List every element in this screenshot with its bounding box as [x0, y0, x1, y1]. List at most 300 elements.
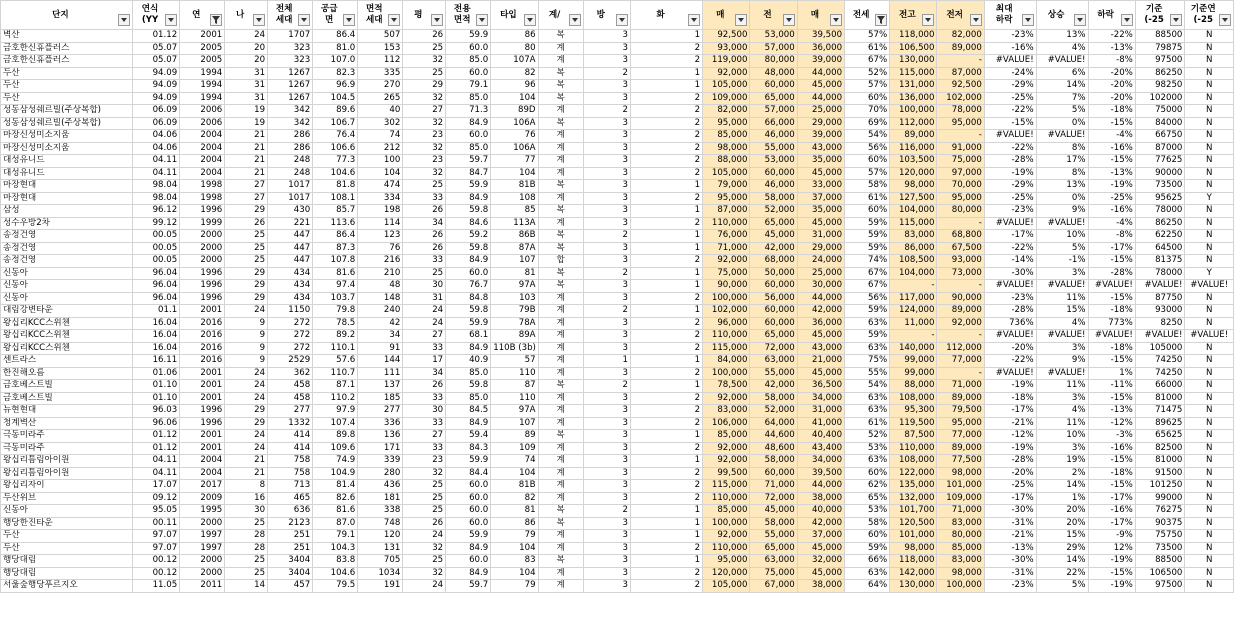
table-cell[interactable]: 두산 — [1, 530, 133, 543]
table-cell[interactable]: 16.04 — [132, 317, 179, 330]
table-cell[interactable]: 302 — [358, 117, 403, 130]
table-cell[interactable]: 29,000 — [797, 117, 844, 130]
table-cell[interactable]: 80,000 — [937, 530, 984, 543]
table-cell[interactable]: 92,500 — [937, 80, 984, 93]
table-cell[interactable]: 2 — [583, 505, 630, 518]
table-cell[interactable]: 191 — [358, 580, 403, 593]
table-cell[interactable]: 474 — [358, 180, 403, 193]
table-cell[interactable]: 5% — [1036, 580, 1088, 593]
table-cell[interactable]: 송정건영 — [1, 255, 133, 268]
table-cell[interactable]: 3 — [583, 80, 630, 93]
table-cell[interactable]: 01.1 — [132, 305, 179, 318]
table-cell[interactable]: 131,000 — [890, 80, 937, 93]
table-cell[interactable]: N — [1185, 255, 1234, 268]
table-cell[interactable]: 32 — [403, 542, 446, 555]
table-cell[interactable]: 3 — [583, 217, 630, 230]
table-cell[interactable]: 신동아 — [1, 292, 133, 305]
table-cell[interactable]: 286 — [268, 142, 313, 155]
table-cell[interactable]: -16% — [1088, 442, 1135, 455]
table-cell[interactable]: 32 — [403, 567, 446, 580]
table-cell[interactable]: 82,000 — [703, 105, 750, 118]
table-cell[interactable]: 뉴현현대 — [1, 405, 133, 418]
table-cell[interactable]: - — [937, 330, 984, 343]
table-cell[interactable]: 101,000 — [937, 480, 984, 493]
table-cell[interactable]: N — [1185, 367, 1234, 380]
table-cell[interactable]: 3 — [583, 55, 630, 68]
table-cell[interactable]: 185 — [358, 392, 403, 405]
table-cell[interactable]: -15% — [1088, 355, 1135, 368]
table-cell[interactable]: 4% — [1036, 42, 1088, 55]
table-cell[interactable]: - — [937, 217, 984, 230]
table-cell[interactable]: 96.12 — [132, 205, 179, 218]
filter-dropdown-icon[interactable] — [830, 14, 842, 26]
table-cell[interactable]: 복 — [538, 430, 583, 443]
table-cell[interactable]: 36,500 — [797, 380, 844, 393]
table-cell[interactable]: 1994 — [180, 67, 225, 80]
table-cell[interactable]: -21% — [984, 417, 1036, 430]
table-cell[interactable]: 31,000 — [797, 405, 844, 418]
table-cell[interactable]: 2000 — [180, 242, 225, 255]
table-cell[interactable]: 98,000 — [703, 142, 750, 155]
table-cell[interactable]: 2016 — [180, 330, 225, 343]
table-cell[interactable]: 9 — [225, 355, 268, 368]
table-cell[interactable]: 104.6 — [313, 567, 358, 580]
table-cell[interactable]: N — [1185, 567, 1234, 580]
table-cell[interactable]: 104.5 — [313, 92, 358, 105]
table-cell[interactable]: 계 — [538, 580, 583, 593]
table-cell[interactable]: 120,000 — [703, 567, 750, 580]
table-cell[interactable]: 62250 — [1135, 230, 1185, 243]
table-cell[interactable]: 3 — [583, 167, 630, 180]
table-cell[interactable]: -15% — [1088, 255, 1135, 268]
table-cell[interactable]: 63% — [845, 317, 890, 330]
table-cell[interactable]: 97,000 — [937, 167, 984, 180]
table-cell[interactable]: 60% — [845, 92, 890, 105]
table-cell[interactable]: 43,000 — [797, 342, 844, 355]
table-cell[interactable]: 계 — [538, 330, 583, 343]
table-cell[interactable]: 3 — [583, 580, 630, 593]
table-cell[interactable]: 81 — [491, 267, 538, 280]
table-cell[interactable]: 85,000 — [937, 542, 984, 555]
table-cell[interactable]: 77,000 — [937, 355, 984, 368]
table-cell[interactable]: 758 — [268, 455, 313, 468]
table-cell[interactable]: 458 — [268, 392, 313, 405]
table-cell[interactable]: 계 — [538, 455, 583, 468]
table-cell[interactable]: 32 — [403, 117, 446, 130]
table-cell[interactable]: 277 — [358, 405, 403, 418]
table-cell[interactable]: 2001 — [180, 392, 225, 405]
table-cell[interactable]: 3% — [1036, 342, 1088, 355]
table-cell[interactable]: 35,000 — [797, 155, 844, 168]
table-cell[interactable]: 32 — [403, 92, 446, 105]
table-cell[interactable]: 104 — [491, 542, 538, 555]
table-cell[interactable]: 87,000 — [937, 67, 984, 80]
table-cell[interactable]: 342 — [268, 117, 313, 130]
table-cell[interactable]: 45,000 — [750, 505, 797, 518]
table-cell[interactable]: 3 — [583, 367, 630, 380]
table-cell[interactable]: 57,000 — [750, 42, 797, 55]
table-cell[interactable]: 58,000 — [750, 517, 797, 530]
table-cell[interactable]: 132,000 — [890, 492, 937, 505]
table-cell[interactable]: - — [890, 280, 937, 293]
table-cell[interactable]: 64500 — [1135, 242, 1185, 255]
table-cell[interactable]: 323 — [268, 42, 313, 55]
table-cell[interactable]: 9% — [1036, 355, 1088, 368]
table-cell[interactable]: 5% — [1036, 242, 1088, 255]
table-cell[interactable]: 75000 — [1135, 105, 1185, 118]
table-cell[interactable]: -29% — [984, 80, 1036, 93]
table-cell[interactable]: 110,000 — [703, 492, 750, 505]
table-cell[interactable]: 극동미라주 — [1, 430, 133, 443]
table-cell[interactable]: 04.11 — [132, 467, 179, 480]
table-cell[interactable]: 3 — [583, 180, 630, 193]
table-cell[interactable]: -28% — [984, 305, 1036, 318]
table-cell[interactable]: -4% — [1088, 217, 1135, 230]
table-cell[interactable]: 100 — [358, 155, 403, 168]
table-cell[interactable]: 22% — [1036, 567, 1088, 580]
table-cell[interactable]: 04.11 — [132, 167, 179, 180]
table-cell[interactable]: 97.07 — [132, 530, 179, 543]
table-cell[interactable]: 20 — [225, 42, 268, 55]
table-cell[interactable]: 21 — [225, 155, 268, 168]
table-cell[interactable]: -15% — [1088, 567, 1135, 580]
table-cell[interactable]: 55,000 — [750, 530, 797, 543]
table-cell[interactable]: 왕십리KCC스위첸 — [1, 317, 133, 330]
table-cell[interactable]: 251 — [268, 530, 313, 543]
table-cell[interactable]: 44,000 — [797, 92, 844, 105]
table-cell[interactable]: 21 — [225, 167, 268, 180]
table-cell[interactable]: 78000 — [1135, 267, 1185, 280]
table-cell[interactable]: N — [1185, 80, 1234, 93]
table-cell[interactable]: 2001 — [180, 442, 225, 455]
table-cell[interactable]: #VALUE! — [1036, 55, 1088, 68]
table-cell[interactable]: 68.1 — [446, 330, 491, 343]
table-cell[interactable]: 84.5 — [446, 405, 491, 418]
table-cell[interactable]: 101,700 — [890, 505, 937, 518]
table-cell[interactable]: 2000 — [180, 517, 225, 530]
table-cell[interactable]: 89,000 — [890, 130, 937, 143]
table-cell[interactable]: -23% — [984, 580, 1036, 593]
table-cell[interactable]: 436 — [358, 480, 403, 493]
table-cell[interactable]: 109 — [491, 442, 538, 455]
table-cell[interactable]: 78,500 — [703, 380, 750, 393]
table-cell[interactable]: 25 — [403, 555, 446, 568]
table-cell[interactable]: 84.9 — [446, 567, 491, 580]
table-cell[interactable]: 11% — [1036, 380, 1088, 393]
table-cell[interactable]: 30,000 — [797, 280, 844, 293]
table-cell[interactable]: 61% — [845, 192, 890, 205]
table-cell[interactable]: -25% — [984, 192, 1036, 205]
table-cell[interactable]: 79.5 — [313, 580, 358, 593]
table-cell[interactable]: -19% — [984, 167, 1036, 180]
table-cell[interactable]: 2 — [583, 305, 630, 318]
table-cell[interactable]: 25 — [403, 480, 446, 493]
table-cell[interactable]: 25 — [225, 230, 268, 243]
table-cell[interactable]: 21 — [225, 467, 268, 480]
table-cell[interactable]: 102,000 — [703, 305, 750, 318]
table-cell[interactable]: 107 — [491, 417, 538, 430]
filter-dropdown-icon[interactable] — [1219, 14, 1231, 26]
table-cell[interactable]: 1 — [630, 430, 702, 443]
table-cell[interactable]: 84.3 — [446, 442, 491, 455]
table-cell[interactable]: 136 — [358, 430, 403, 443]
table-cell[interactable]: 계 — [538, 392, 583, 405]
table-cell[interactable]: 25 — [225, 242, 268, 255]
table-cell[interactable]: 62% — [845, 480, 890, 493]
table-cell[interactable]: 144 — [358, 355, 403, 368]
table-cell[interactable]: 3 — [583, 142, 630, 155]
table-cell[interactable]: 106A — [491, 142, 538, 155]
table-cell[interactable]: 713 — [268, 480, 313, 493]
table-cell[interactable]: 13% — [1036, 30, 1088, 43]
table-cell[interactable]: 16.04 — [132, 330, 179, 343]
table-cell[interactable]: 32,000 — [797, 555, 844, 568]
table-cell[interactable]: 110,000 — [890, 442, 937, 455]
table-cell[interactable]: 2016 — [180, 355, 225, 368]
table-cell[interactable]: 60.0 — [446, 267, 491, 280]
table-cell[interactable]: -15% — [1088, 117, 1135, 130]
table-cell[interactable]: 00.11 — [132, 517, 179, 530]
table-cell[interactable]: 계 — [538, 342, 583, 355]
table-cell[interactable]: 1 — [630, 305, 702, 318]
table-cell[interactable]: 3 — [583, 430, 630, 443]
table-cell[interactable]: 32 — [403, 467, 446, 480]
table-cell[interactable]: 59% — [845, 542, 890, 555]
table-cell[interactable]: 119,000 — [703, 55, 750, 68]
table-cell[interactable]: 1707 — [268, 30, 313, 43]
table-cell[interactable]: 33 — [403, 417, 446, 430]
table-cell[interactable]: 458 — [268, 380, 313, 393]
table-cell[interactable]: N — [1185, 30, 1234, 43]
table-cell[interactable]: 3 — [583, 42, 630, 55]
table-cell[interactable]: 3% — [1036, 392, 1088, 405]
table-cell[interactable]: 95,000 — [703, 192, 750, 205]
table-cell[interactable]: 계 — [538, 405, 583, 418]
table-cell[interactable]: 130,000 — [890, 55, 937, 68]
table-cell[interactable]: 52,000 — [750, 205, 797, 218]
table-cell[interactable]: 2 — [630, 342, 702, 355]
table-cell[interactable]: #VALUE! — [984, 330, 1036, 343]
table-cell[interactable]: 1996 — [180, 205, 225, 218]
table-cell[interactable]: 24 — [225, 380, 268, 393]
table-cell[interactable]: 336 — [358, 417, 403, 430]
table-cell[interactable]: 2001 — [180, 305, 225, 318]
table-cell[interactable]: N — [1185, 430, 1234, 443]
table-cell[interactable]: 414 — [268, 442, 313, 455]
table-cell[interactable]: 59.4 — [446, 430, 491, 443]
table-cell[interactable]: 107.4 — [313, 417, 358, 430]
table-cell[interactable]: #VALUE! — [1036, 130, 1088, 143]
table-cell[interactable]: 91 — [358, 342, 403, 355]
table-cell[interactable]: 1 — [630, 555, 702, 568]
table-cell[interactable]: 57% — [845, 167, 890, 180]
table-cell[interactable]: 100,000 — [703, 517, 750, 530]
table-cell[interactable]: 81000 — [1135, 392, 1185, 405]
table-cell[interactable]: 465 — [268, 492, 313, 505]
table-cell[interactable]: 28 — [225, 542, 268, 555]
table-cell[interactable]: N — [1185, 317, 1234, 330]
table-cell[interactable]: #VALUE! — [1135, 280, 1185, 293]
table-cell[interactable]: 55,000 — [750, 367, 797, 380]
table-cell[interactable]: 71,000 — [937, 505, 984, 518]
table-cell[interactable]: 계 — [538, 467, 583, 480]
table-cell[interactable]: 63% — [845, 567, 890, 580]
table-cell[interactable]: 80,000 — [750, 55, 797, 68]
table-cell[interactable]: 1996 — [180, 405, 225, 418]
table-cell[interactable]: 39,500 — [797, 467, 844, 480]
table-cell[interactable]: 48,600 — [750, 442, 797, 455]
table-cell[interactable]: 25 — [403, 505, 446, 518]
table-cell[interactable]: 21,000 — [797, 355, 844, 368]
table-cell[interactable]: 9 — [225, 317, 268, 330]
table-cell[interactable]: 42,000 — [750, 380, 797, 393]
table-cell[interactable]: 27 — [403, 430, 446, 443]
table-cell[interactable]: 71,000 — [703, 242, 750, 255]
table-cell[interactable]: -9% — [1088, 530, 1135, 543]
table-cell[interactable]: 104 — [358, 167, 403, 180]
table-cell[interactable]: 계 — [538, 542, 583, 555]
table-cell[interactable]: 60,000 — [750, 280, 797, 293]
table-cell[interactable]: 280 — [358, 467, 403, 480]
table-cell[interactable]: 1 — [630, 455, 702, 468]
table-cell[interactable]: 10% — [1036, 230, 1088, 243]
table-cell[interactable]: 104 — [491, 92, 538, 105]
table-cell[interactable]: 96.04 — [132, 280, 179, 293]
table-cell[interactable]: 59.8 — [446, 380, 491, 393]
table-cell[interactable]: 1 — [630, 380, 702, 393]
table-cell[interactable]: 83.8 — [313, 555, 358, 568]
table-cell[interactable]: 삼성 — [1, 205, 133, 218]
table-cell[interactable]: 1% — [1088, 367, 1135, 380]
table-cell[interactable]: 75,000 — [750, 567, 797, 580]
table-cell[interactable]: -19% — [1088, 180, 1135, 193]
table-cell[interactable]: N — [1185, 480, 1234, 493]
table-cell[interactable]: 2004 — [180, 142, 225, 155]
table-cell[interactable]: 2001 — [180, 430, 225, 443]
table-cell[interactable]: -30% — [984, 267, 1036, 280]
table-cell[interactable]: 계 — [538, 567, 583, 580]
table-cell[interactable]: 43,000 — [797, 142, 844, 155]
table-cell[interactable]: 송정건영 — [1, 242, 133, 255]
table-cell[interactable]: 89,000 — [937, 442, 984, 455]
table-cell[interactable]: 21 — [225, 130, 268, 143]
table-cell[interactable]: 한진해오름 — [1, 367, 133, 380]
table-cell[interactable]: 14 — [225, 580, 268, 593]
table-cell[interactable]: 15% — [1036, 530, 1088, 543]
table-cell[interactable]: 14% — [1036, 555, 1088, 568]
table-cell[interactable]: N — [1185, 117, 1234, 130]
table-cell[interactable]: 1998 — [180, 180, 225, 193]
table-cell[interactable]: -23% — [984, 205, 1036, 218]
table-cell[interactable]: -28% — [1088, 267, 1135, 280]
table-cell[interactable]: -16% — [984, 42, 1036, 55]
table-cell[interactable]: 96.06 — [132, 417, 179, 430]
table-cell[interactable]: 10% — [1036, 430, 1088, 443]
table-cell[interactable]: 73500 — [1135, 180, 1185, 193]
table-cell[interactable]: 39,500 — [797, 30, 844, 43]
table-cell[interactable]: 53% — [845, 505, 890, 518]
table-cell[interactable]: 131 — [358, 542, 403, 555]
table-cell[interactable]: 60.0 — [446, 67, 491, 80]
table-cell[interactable]: 57,000 — [750, 105, 797, 118]
table-cell[interactable]: 계 — [538, 480, 583, 493]
table-cell[interactable]: 59.8 — [446, 205, 491, 218]
table-cell[interactable]: 76275 — [1135, 505, 1185, 518]
table-cell[interactable]: 636 — [268, 505, 313, 518]
table-cell[interactable]: 93,000 — [703, 42, 750, 55]
table-cell[interactable]: 20% — [1036, 517, 1088, 530]
table-cell[interactable]: 74 — [358, 130, 403, 143]
table-cell[interactable]: 복 — [538, 242, 583, 255]
table-cell[interactable]: 87,500 — [890, 430, 937, 443]
table-cell[interactable]: 98,000 — [890, 542, 937, 555]
table-cell[interactable]: 24 — [225, 430, 268, 443]
table-cell[interactable]: 52,000 — [750, 405, 797, 418]
table-cell[interactable]: 25,000 — [797, 267, 844, 280]
table-cell[interactable]: 3 — [583, 155, 630, 168]
table-cell[interactable]: 270 — [358, 80, 403, 93]
table-cell[interactable]: 2 — [630, 117, 702, 130]
table-cell[interactable]: 107.8 — [313, 255, 358, 268]
table-cell[interactable]: 96 — [491, 80, 538, 93]
filter-dropdown-icon[interactable] — [616, 14, 628, 26]
table-cell[interactable]: 금호한신휴플러스 — [1, 55, 133, 68]
table-cell[interactable]: -25% — [984, 92, 1036, 105]
table-cell[interactable]: 85.0 — [446, 367, 491, 380]
filter-dropdown-icon[interactable] — [922, 14, 934, 26]
table-cell[interactable]: 84.9 — [446, 117, 491, 130]
table-cell[interactable]: 46,000 — [750, 130, 797, 143]
table-cell[interactable]: -19% — [984, 442, 1036, 455]
table-cell[interactable]: 3 — [583, 292, 630, 305]
table-cell[interactable]: 342 — [268, 105, 313, 118]
table-cell[interactable]: 3 — [583, 192, 630, 205]
table-cell[interactable]: - — [937, 55, 984, 68]
table-cell[interactable]: 457 — [268, 580, 313, 593]
table-cell[interactable]: 97A — [491, 405, 538, 418]
table-cell[interactable]: 2 — [630, 480, 702, 493]
table-cell[interactable]: 73,000 — [937, 267, 984, 280]
table-cell[interactable]: - — [937, 367, 984, 380]
table-cell[interactable]: 35,000 — [797, 205, 844, 218]
table-cell[interactable]: N — [1185, 92, 1234, 105]
table-cell[interactable]: 2 — [630, 317, 702, 330]
table-cell[interactable]: 왕십리KCC스위첸 — [1, 330, 133, 343]
table-cell[interactable]: 44,000 — [797, 67, 844, 80]
table-cell[interactable]: 행당대림 — [1, 555, 133, 568]
table-cell[interactable]: 2 — [583, 67, 630, 80]
table-cell[interactable]: 135,000 — [890, 480, 937, 493]
table-cell[interactable]: 두산 — [1, 80, 133, 93]
table-cell[interactable]: 87000 — [1135, 142, 1185, 155]
table-cell[interactable]: 2000 — [180, 555, 225, 568]
table-cell[interactable]: 2016 — [180, 317, 225, 330]
table-cell[interactable]: 17% — [1036, 155, 1088, 168]
table-cell[interactable]: 60.0 — [446, 555, 491, 568]
table-cell[interactable]: 24 — [225, 392, 268, 405]
table-cell[interactable]: 2006 — [180, 117, 225, 130]
table-cell[interactable]: 104 — [491, 567, 538, 580]
table-cell[interactable]: 26 — [403, 242, 446, 255]
table-cell[interactable]: 93,000 — [937, 255, 984, 268]
table-cell[interactable]: 59.9 — [446, 455, 491, 468]
table-cell[interactable]: 21 — [225, 455, 268, 468]
table-cell[interactable]: 24 — [403, 530, 446, 543]
table-cell[interactable]: 1 — [630, 505, 702, 518]
table-cell[interactable]: 2001 — [180, 30, 225, 43]
table-cell[interactable]: 1997 — [180, 530, 225, 543]
table-cell[interactable]: 447 — [268, 230, 313, 243]
